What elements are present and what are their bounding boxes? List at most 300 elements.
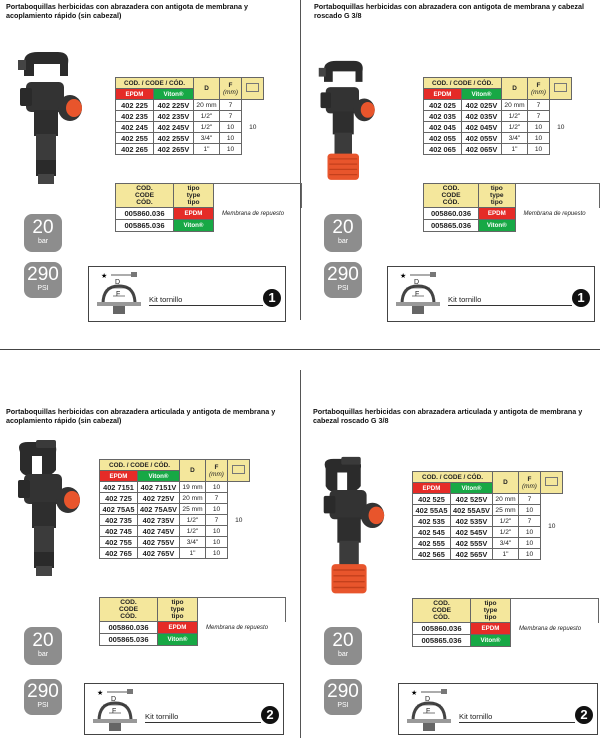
epdm-code: 402 735 [100, 515, 138, 526]
diagram-f-label: F [415, 291, 420, 298]
spare-table-wrap [412, 598, 599, 647]
f-value: 10 [205, 537, 227, 548]
spare-row [116, 220, 302, 232]
kit-number-badge: 1 [572, 289, 590, 307]
spare-code-header [424, 184, 479, 208]
f-header [528, 78, 550, 100]
f-value: 10 [220, 122, 242, 133]
spare-code-header-line: CODE [441, 192, 461, 199]
f-total: 10 [227, 482, 249, 559]
kit-screw-box [88, 266, 286, 322]
epdm-code: 402 745 [100, 526, 138, 537]
epdm-code: 402 55A5 [413, 505, 451, 516]
psi-value: 290 [327, 681, 359, 702]
product-title: Portaboquillas herbicidas con abrazadera con antigota de membrana y acoplamiento rápido (sin cabezal) [6, 2, 249, 20]
viton-header: Viton® [462, 89, 502, 100]
kit-line [149, 305, 263, 306]
f-header [205, 460, 227, 482]
product-title: Portaboquillas herbicidas con abrazadera articulada y antigota de membrana y acoplamiento rápido (sin cabezal) [6, 407, 276, 425]
epdm-code: 402 525 [413, 494, 451, 505]
spare-table [115, 183, 302, 232]
table-row [100, 515, 250, 526]
codes-table-wrap [423, 77, 572, 155]
f-unit: (mm) [531, 88, 546, 96]
viton-code: 402 245V [154, 122, 194, 133]
spare-code-header-line: CÓD. [136, 199, 153, 206]
spare-type: EPDM [471, 623, 511, 635]
diameter: 1" [492, 549, 518, 560]
psi-unit: PSI [337, 285, 349, 292]
kit-line [145, 722, 261, 723]
f-header [518, 472, 540, 494]
pressure-bar-badge [24, 627, 62, 665]
kit-label: Kit tornillo [459, 712, 493, 721]
epdm-code: 402 265 [116, 144, 154, 155]
f-value: 10 [528, 133, 550, 144]
spare-type: EPDM [158, 622, 198, 634]
spare-code: 005860.036 [424, 208, 479, 220]
diameter: 25 mm [492, 505, 518, 516]
spare-blank [511, 599, 599, 623]
kit-label: Kit tornillo [448, 295, 482, 304]
f-value: 10 [205, 504, 227, 515]
spare-row [100, 634, 286, 646]
pressure-psi-badge [24, 262, 62, 298]
table-row [424, 122, 572, 133]
f-value: 7 [205, 515, 227, 526]
epdm-code: 402 765 [100, 548, 138, 559]
codes-table [99, 459, 250, 559]
product-title: Portaboquillas herbicidas con abrazadera articulada y antigota de membrana y cabezal roscado G 3/8 [313, 407, 583, 425]
spare-code: 005865.036 [116, 220, 174, 232]
table-header-row [413, 472, 563, 483]
box-icon [545, 477, 558, 486]
viton-code: 402 7151V [138, 482, 180, 493]
spare-type-header-line: tipo [490, 185, 503, 192]
spare-code: 005860.036 [413, 623, 471, 635]
epdm-code: 402 725 [100, 493, 138, 504]
spare-note-blank [511, 635, 599, 647]
f-label: F [527, 475, 532, 483]
viton-code: 402 765V [138, 548, 180, 559]
viton-code: 402 525V [451, 494, 493, 505]
spare-note-blank [214, 220, 302, 232]
code-header: COD. / CODE / CÓD. [100, 460, 180, 471]
spare-type-header-line: tipo [484, 600, 497, 607]
f-value: 10 [528, 122, 550, 133]
diameter: 3/4" [502, 133, 528, 144]
viton-code: 402 535V [451, 516, 493, 527]
product-title: Portaboquillas herbicidas con abrazadera con antigota de membrana y cabezal roscado G 3/8 [314, 2, 585, 20]
svg-text:★: ★ [101, 273, 108, 280]
epdm-code: 402 055 [424, 133, 462, 144]
svg-text:★: ★ [400, 273, 407, 280]
spare-code-header-line: CODE [118, 606, 139, 613]
psi-unit: PSI [37, 285, 49, 292]
viton-code: 402 565V [451, 549, 493, 560]
f-value: 10 [220, 144, 242, 155]
epdm-code: 402 245 [116, 122, 154, 133]
box-icon [246, 83, 259, 92]
diameter: 1" [502, 144, 528, 155]
diameter: 1/2" [194, 111, 220, 122]
bar-value: 20 [32, 217, 54, 238]
svg-text:★: ★ [97, 690, 104, 697]
spare-type-header [479, 184, 516, 208]
table-row [413, 494, 563, 505]
diameter: 1/2" [502, 111, 528, 122]
viton-code: 402 235V [154, 111, 194, 122]
spare-blank [198, 598, 286, 622]
f-value: 10 [220, 133, 242, 144]
table-row [424, 111, 572, 122]
spare-type: EPDM [479, 208, 516, 220]
codes-table-wrap [412, 471, 563, 560]
spare-code-header-line: CODE [134, 192, 155, 199]
pressure-bar-badge [324, 214, 362, 252]
table-row [116, 144, 264, 155]
pressure-psi-badge [324, 262, 362, 298]
code-header: COD. / CODE / CÓD. [116, 78, 194, 89]
kit-screw-box [84, 683, 284, 735]
viton-code: 402 555V [451, 538, 493, 549]
spare-note: Membrana de repuesto [523, 210, 586, 217]
epdm-code: 402 045 [424, 122, 462, 133]
diagram-d-label: D [414, 279, 420, 286]
spare-table [423, 183, 600, 232]
diameter: 3/4" [194, 133, 220, 144]
diameter: 1" [194, 144, 220, 155]
bar-value: 20 [332, 217, 354, 238]
bar-value: 20 [332, 630, 354, 651]
box-header [540, 472, 562, 494]
table-row [100, 482, 250, 493]
epdm-code: 402 535 [413, 516, 451, 527]
table-row [100, 537, 250, 548]
viton-code: 402 755V [138, 537, 180, 548]
f-label: F [214, 463, 219, 471]
table-row [424, 133, 572, 144]
viton-code: 402 065V [462, 144, 502, 155]
viton-code: 402 055V [462, 133, 502, 144]
epdm-code: 402 7151 [100, 482, 138, 493]
viton-code: 402 75A5V [138, 504, 180, 515]
f-value: 7 [528, 100, 550, 111]
nozzle-holder-image [8, 48, 88, 198]
table-row [116, 100, 264, 111]
pressure-psi-badge [24, 679, 62, 715]
spare-code-header-line: COD. [120, 599, 137, 606]
epdm-header: EPDM [413, 483, 451, 494]
diagram-d-label: D [115, 279, 121, 286]
spare-code-header-line: CÓD. [120, 613, 137, 620]
viton-code: 402 725V [138, 493, 180, 504]
spare-type-header [471, 599, 511, 623]
d-header: D [492, 472, 518, 494]
f-unit: (mm) [522, 482, 537, 490]
box-icon [554, 83, 567, 92]
spare-type-header-line: tipo [171, 613, 184, 620]
spare-type-header-line: tipo [490, 199, 503, 206]
f-value: 7 [518, 516, 540, 527]
d-header: D [502, 78, 528, 100]
diagram-f-label: F [426, 708, 431, 715]
f-value: 7 [205, 493, 227, 504]
epdm-code: 402 035 [424, 111, 462, 122]
spare-type: EPDM [174, 208, 214, 220]
epdm-code: 402 755 [100, 537, 138, 548]
spare-type-header-line: tipo [171, 599, 184, 606]
epdm-code: 402 555 [413, 538, 451, 549]
viton-code: 402 545V [451, 527, 493, 538]
spare-blank [515, 184, 599, 208]
psi-unit: PSI [37, 702, 49, 709]
nozzle-holder-image [312, 450, 390, 610]
viton-header: Viton® [451, 483, 493, 494]
table-row [100, 548, 250, 559]
epdm-header: EPDM [424, 89, 462, 100]
spare-note: Membrana de repuesto [222, 210, 285, 217]
d-header: D [179, 460, 205, 482]
spare-type-header [174, 184, 214, 208]
spare-table-wrap [115, 183, 302, 232]
spare-code-header [116, 184, 174, 208]
diameter: 1/2" [194, 122, 220, 133]
nozzle-holder-image [310, 48, 380, 198]
spare-code: 005865.036 [413, 635, 471, 647]
kit-number-badge: 1 [263, 289, 281, 307]
psi-value: 290 [27, 681, 59, 702]
codes-table [412, 471, 563, 560]
spare-code-header [100, 598, 158, 622]
table-row [116, 122, 264, 133]
spare-type-header [158, 598, 198, 622]
spare-code-header-line: CÓD. [433, 614, 450, 621]
f-value: 7 [518, 494, 540, 505]
kit-number-badge: 2 [575, 706, 593, 724]
spare-row [424, 208, 600, 220]
f-value: 10 [518, 527, 540, 538]
spare-code: 005860.036 [100, 622, 158, 634]
spare-row [100, 622, 286, 634]
epdm-code: 402 025 [424, 100, 462, 111]
viton-header: Viton® [138, 471, 180, 482]
spare-table-wrap [423, 183, 600, 232]
spare-type-header-line: tipo [187, 199, 200, 206]
diameter: 25 mm [179, 504, 205, 515]
spare-code-header-line: CODE [431, 607, 452, 614]
bar-unit: bar [337, 651, 349, 658]
spare-header-row [413, 599, 599, 623]
spare-code: 005860.036 [116, 208, 174, 220]
spare-code-header-line: COD. [442, 185, 460, 192]
spare-row [413, 635, 599, 647]
viton-code: 402 045V [462, 122, 502, 133]
epdm-code: 402 225 [116, 100, 154, 111]
diameter: 20 mm [502, 100, 528, 111]
spare-row [413, 623, 599, 635]
kit-screw-box [387, 266, 595, 322]
viton-code: 402 225V [154, 100, 194, 111]
spare-header-row [424, 184, 600, 208]
code-header: COD. / CODE / CÓD. [424, 78, 502, 89]
diameter: 20 mm [194, 100, 220, 111]
spare-type: Viton® [471, 635, 511, 647]
kit-line [448, 305, 572, 306]
spare-note-blank [198, 634, 286, 646]
vertical-divider-bottom [300, 370, 301, 738]
diameter: 1/2" [492, 516, 518, 527]
spare-type-header-line: type [170, 606, 185, 613]
svg-text:★: ★ [411, 690, 418, 697]
f-total: 10 [550, 100, 572, 155]
spare-type-header-line: type [490, 192, 504, 199]
psi-value: 290 [327, 264, 359, 285]
spare-code-header [413, 599, 471, 623]
f-value: 10 [205, 526, 227, 537]
table-row [413, 516, 563, 527]
psi-value: 290 [27, 264, 59, 285]
spare-row [424, 220, 600, 232]
kit-label: Kit tornillo [149, 295, 183, 304]
spare-blank [214, 184, 302, 208]
f-value: 10 [205, 548, 227, 559]
f-unit: (mm) [209, 470, 224, 478]
horizontal-divider [0, 349, 600, 350]
table-header-row [424, 78, 572, 89]
f-value: 7 [528, 111, 550, 122]
spare-type: Viton® [479, 220, 516, 232]
vertical-divider-top [300, 0, 301, 320]
table-row [413, 505, 563, 516]
codes-table [115, 77, 264, 155]
diagram-d-label: D [111, 696, 117, 703]
spare-type: Viton® [174, 220, 214, 232]
f-value: 10 [518, 538, 540, 549]
bar-unit: bar [37, 651, 49, 658]
f-value: 7 [220, 100, 242, 111]
viton-code: 402 55A5V [451, 505, 493, 516]
table-header-row [100, 460, 250, 471]
f-value: 7 [220, 111, 242, 122]
f-total: 10 [540, 494, 562, 560]
f-unit: (mm) [223, 88, 238, 96]
epdm-code: 402 545 [413, 527, 451, 538]
f-label: F [228, 81, 233, 89]
codes-table-wrap [115, 77, 264, 155]
diagram-f-label: F [112, 708, 117, 715]
f-label: F [536, 81, 541, 89]
spare-row [116, 208, 302, 220]
box-header [227, 460, 249, 482]
nozzle-holder-image [6, 440, 86, 590]
bar-unit: bar [37, 238, 49, 245]
spare-table [412, 598, 599, 647]
spare-type-header-line: type [186, 192, 201, 199]
f-total: 10 [242, 100, 264, 155]
code-header: COD. / CODE / CÓD. [413, 472, 493, 483]
diameter: 1/2" [492, 527, 518, 538]
spare-table-wrap [99, 597, 286, 646]
f-value: 10 [518, 549, 540, 560]
table-row [424, 100, 572, 111]
diameter: 19 mm [179, 482, 205, 493]
diameter: 1/2" [179, 526, 205, 537]
pressure-bar-badge [24, 214, 62, 252]
epdm-header: EPDM [100, 471, 138, 482]
diameter: 20 mm [179, 493, 205, 504]
spare-code-header-line: COD. [136, 185, 153, 192]
table-row [116, 133, 264, 144]
epdm-code: 402 255 [116, 133, 154, 144]
spare-code-header-line: COD. [433, 600, 450, 607]
diameter: 1/2" [179, 515, 205, 526]
table-row [413, 527, 563, 538]
diameter: 1" [179, 548, 205, 559]
diameter: 3/4" [179, 537, 205, 548]
psi-unit: PSI [337, 702, 349, 709]
spare-type-header-line: tipo [187, 185, 200, 192]
spare-code: 005865.036 [424, 220, 479, 232]
spare-header-row [100, 598, 286, 622]
bar-value: 20 [32, 630, 54, 651]
viton-header: Viton® [154, 89, 194, 100]
spare-type-header-line: tipo [484, 614, 497, 621]
diagram-d-label: D [425, 696, 431, 703]
pressure-psi-badge [324, 679, 362, 715]
epdm-code: 402 565 [413, 549, 451, 560]
viton-code: 402 025V [462, 100, 502, 111]
table-row [116, 111, 264, 122]
box-header [242, 78, 264, 100]
diameter: 1/2" [502, 122, 528, 133]
spare-note: Membrana de repuesto [519, 625, 582, 632]
epdm-code: 402 75A5 [100, 504, 138, 515]
spare-code: 005865.036 [100, 634, 158, 646]
f-value: 10 [528, 144, 550, 155]
table-row [100, 504, 250, 515]
spare-type-header-line: type [483, 607, 498, 614]
table-row [413, 549, 563, 560]
spare-header-row [116, 184, 302, 208]
codes-table-wrap [99, 459, 250, 559]
epdm-code: 402 065 [424, 144, 462, 155]
viton-code: 402 265V [154, 144, 194, 155]
f-value: 10 [518, 505, 540, 516]
viton-code: 402 255V [154, 133, 194, 144]
spare-table [99, 597, 286, 646]
epdm-code: 402 235 [116, 111, 154, 122]
f-header [220, 78, 242, 100]
spare-type: Viton® [158, 634, 198, 646]
spare-note: Membrana de repuesto [206, 624, 269, 631]
kit-number-badge: 2 [261, 706, 279, 724]
diagram-f-label: F [116, 291, 121, 298]
table-row [100, 526, 250, 537]
kit-line [459, 722, 575, 723]
epdm-header: EPDM [116, 89, 154, 100]
viton-code: 402 735V [138, 515, 180, 526]
box-icon [232, 465, 245, 474]
d-header: D [194, 78, 220, 100]
spare-note-blank [515, 220, 599, 232]
pressure-bar-badge [324, 627, 362, 665]
table-row [100, 493, 250, 504]
bar-unit: bar [337, 238, 349, 245]
kit-screw-box [398, 683, 598, 735]
f-value: 10 [205, 482, 227, 493]
box-header [550, 78, 572, 100]
